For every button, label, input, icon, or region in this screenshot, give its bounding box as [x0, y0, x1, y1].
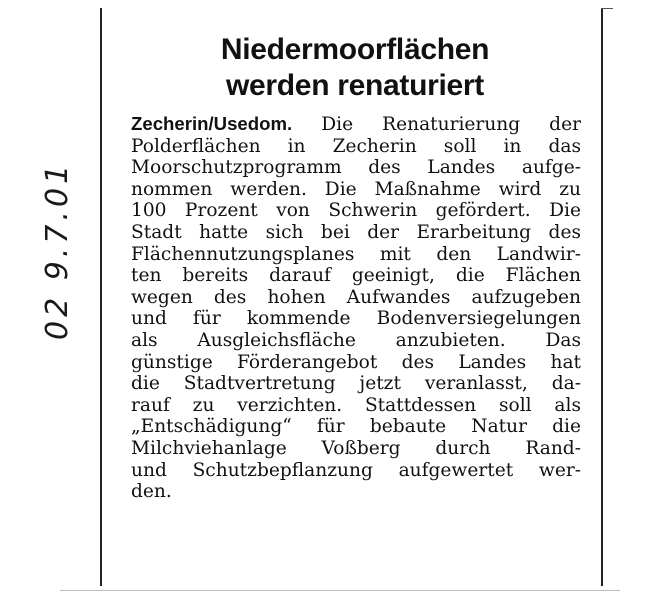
body-line-6: Stadt hatte sich bei der Erarbeitung des — [131, 221, 581, 243]
clipping-border-top — [601, 8, 613, 9]
body-line-11: als Ausgleichsfläche anzubieten. Das — [131, 329, 581, 351]
body-line-5: 100 Prozent von Schwerin gefördert. Die — [131, 200, 581, 222]
body-line-12: günstige Förderangebot des Landes hat — [131, 351, 581, 373]
body-line-9: wegen des hohen Aufwandes aufzugeben — [131, 286, 581, 308]
headline-line-1: Niedermoorflächen — [220, 33, 490, 66]
headline — [120, 32, 590, 104]
body-line-18: den. — [131, 481, 172, 503]
body-line-1-text: Die Renaturierung der — [321, 114, 581, 135]
headline-line-2: werden renaturiert — [225, 69, 484, 102]
body-line-7: Flächennutzungsplanes mit den Landwir- — [131, 243, 581, 265]
handwritten-date: 02 9.7.01 — [40, 160, 75, 340]
body-line-16: Milchviehanlage Voßberg durch Rand- — [131, 437, 581, 459]
body-line-17: und Schutzbepflanzung aufgewertet wer- — [131, 459, 581, 481]
body-line-4: nommen werden. Die Maßnahme wird zu — [131, 178, 581, 200]
body-line-3: Moorschutzprogramm des Landes aufge- — [131, 157, 581, 179]
body-line-8: ten bereits darauf geeinigt, die Flächen — [131, 265, 581, 287]
article-body — [131, 113, 581, 503]
body-line-2: Polderflächen in Zecherin soll in das — [131, 135, 581, 157]
body-line-10: und für kommende Bodenversiegelungen — [131, 308, 581, 330]
body-line-14: rauf zu verzichten. Stattdessen soll als — [131, 394, 581, 416]
clipping-border-bottom — [60, 590, 620, 591]
body-line-13: die Stadtvertretung jetzt veranlasst, da- — [131, 373, 581, 395]
dateline: Zecherin/Usedom. — [131, 113, 293, 134]
body-line-1 — [131, 113, 581, 136]
body-line-15: „Entschädigung“ für bebaute Natur die — [131, 416, 581, 438]
